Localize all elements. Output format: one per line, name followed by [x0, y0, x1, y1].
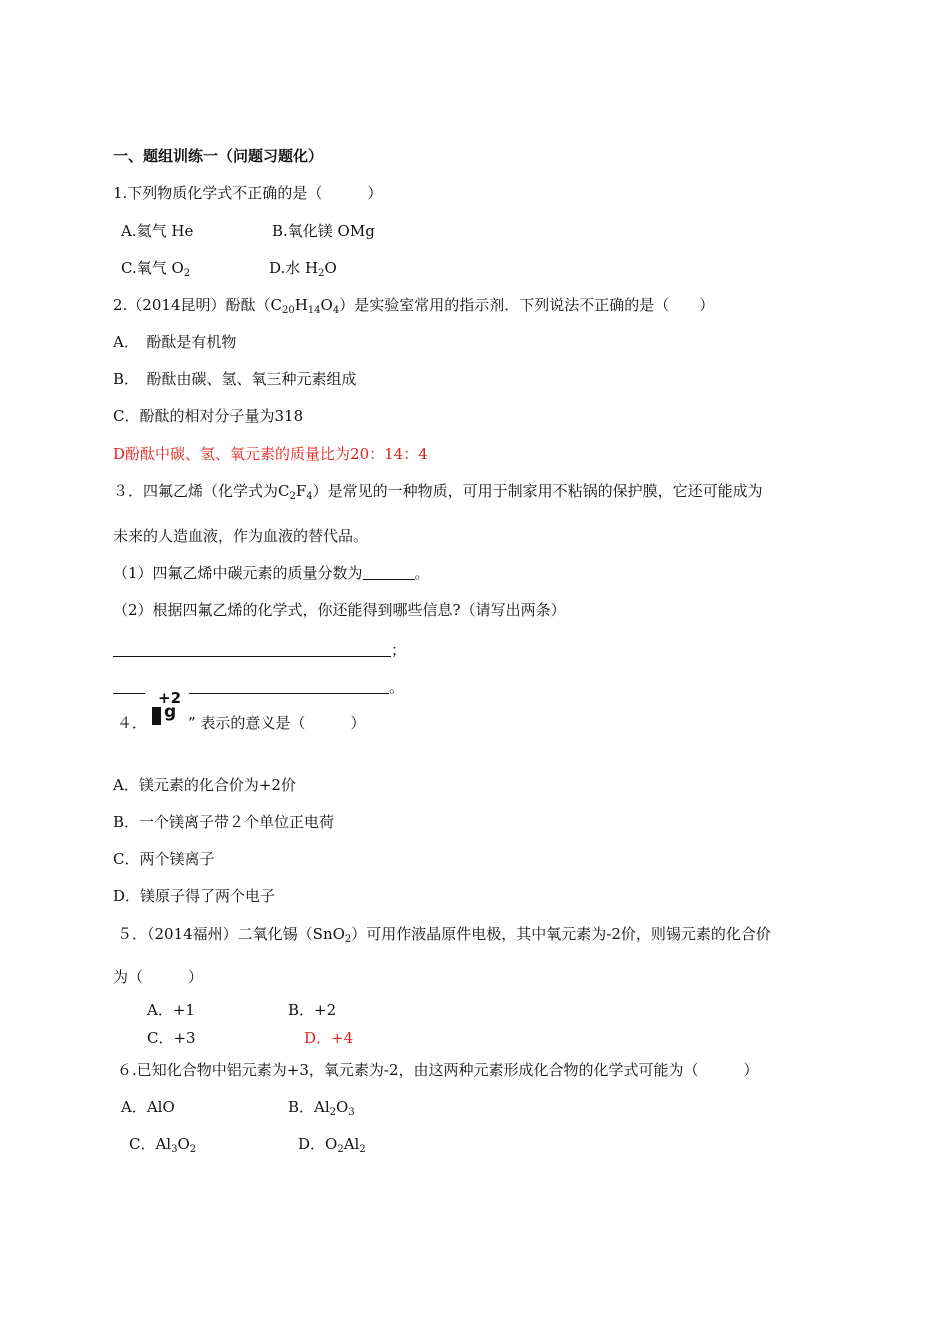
q4-number: ４．	[117, 714, 148, 732]
q3-part1-blank[interactable]	[363, 565, 415, 580]
q4-option-a: A．镁元素的化合价为+2价	[113, 776, 296, 794]
q5-option-b: B．+2	[288, 1001, 337, 1019]
q3-answer-blank-1[interactable]	[113, 642, 391, 657]
q6-option-c: C．$Al_3O_2$	[129, 1135, 197, 1155]
q1-option-a: A.氦气 He	[121, 222, 194, 240]
q3-answer-blank-2b[interactable]	[189, 679, 389, 694]
q2-option-a: A． 酚酞是有机物	[113, 333, 237, 351]
q2-option-b: B． 酚酞由碳、氢、氧三种元素组成	[113, 370, 357, 388]
q2-option-c: C．酚酞的相对分子量为318	[113, 407, 304, 425]
partial-letter-m	[152, 707, 161, 725]
q3-part2: （2）根据四氟乙烯的化学式，你还能得到哪些信息?（请写出两条）	[113, 601, 566, 619]
q1-stem: 1.下列物质化学式不正确的是（ ）	[113, 184, 383, 202]
q3-part1: （1）四氟乙烯中碳元素的质量分数为 。	[113, 564, 430, 582]
q6-stem: ６.已知化合物中铝元素为+3，氧元素为-2，由这两种元素形成化合物的化学式可能为（ ）	[117, 1061, 759, 1079]
q5-option-d-answer: D．+4	[304, 1029, 354, 1047]
q5-stem-line2: 为（ ）	[113, 968, 204, 986]
q1-option-b: B.氧化镁 OMg	[272, 222, 375, 240]
q4-stem: ” 表示的意义是（ ）	[188, 714, 366, 732]
q5-stem: ５．（2014福州）二氧化锡（SnO$_2$）可用作液晶原件电极，其中氧元素为-2价，则锡元素的化合价	[117, 925, 771, 945]
q4-option-d: D．镁原子得了两个电子	[113, 887, 276, 905]
magnesium-valence-icon	[152, 690, 186, 730]
valence-symbol: g	[164, 702, 177, 722]
q5-option-c: C．+3	[147, 1029, 196, 1047]
q3-answer-line2: 。	[113, 677, 404, 697]
q1-option-d: D.水 $H_2O$	[269, 259, 337, 279]
q6-option-b: B．$Al_2O_3$	[288, 1098, 355, 1118]
q1-option-c: C.氧气 $O_2$	[121, 259, 191, 279]
q2-stem: 2.（2014昆明）酚酞$(C_{20}H_{14}O_4)$是实验室常用的指示剂．下列说法不正确的是（ ）	[113, 296, 715, 316]
q3-stem: ３．四氟乙烯（化学式为$C_2F_4$）是常见的一种物质，可用于制家用不粘锅的保护膜，它还可能成为	[113, 482, 763, 502]
q6-option-a: A．AlO	[121, 1098, 175, 1116]
q4-option-c: C．两个镁离子	[113, 850, 215, 868]
q6-option-d: D．$O_2Al_2$	[298, 1135, 366, 1155]
valence-charge: +2	[158, 689, 182, 707]
q2-option-d-answer: D酚酞中碳、氢、氧元素的质量比为20：14：4	[113, 445, 428, 463]
q5-option-a: A．+1	[147, 1001, 195, 1019]
q4-option-b: B．一个镁离子带２个单位正电荷	[113, 813, 335, 831]
q3-answer-blank-2a[interactable]	[113, 679, 145, 694]
q3-answer-line1: ；	[113, 640, 406, 660]
section-title: 一、题组训练一（问题习题化）	[113, 147, 324, 165]
q3-stem-line2: 未来的人造血液，作为血液的替代品。	[113, 527, 369, 545]
